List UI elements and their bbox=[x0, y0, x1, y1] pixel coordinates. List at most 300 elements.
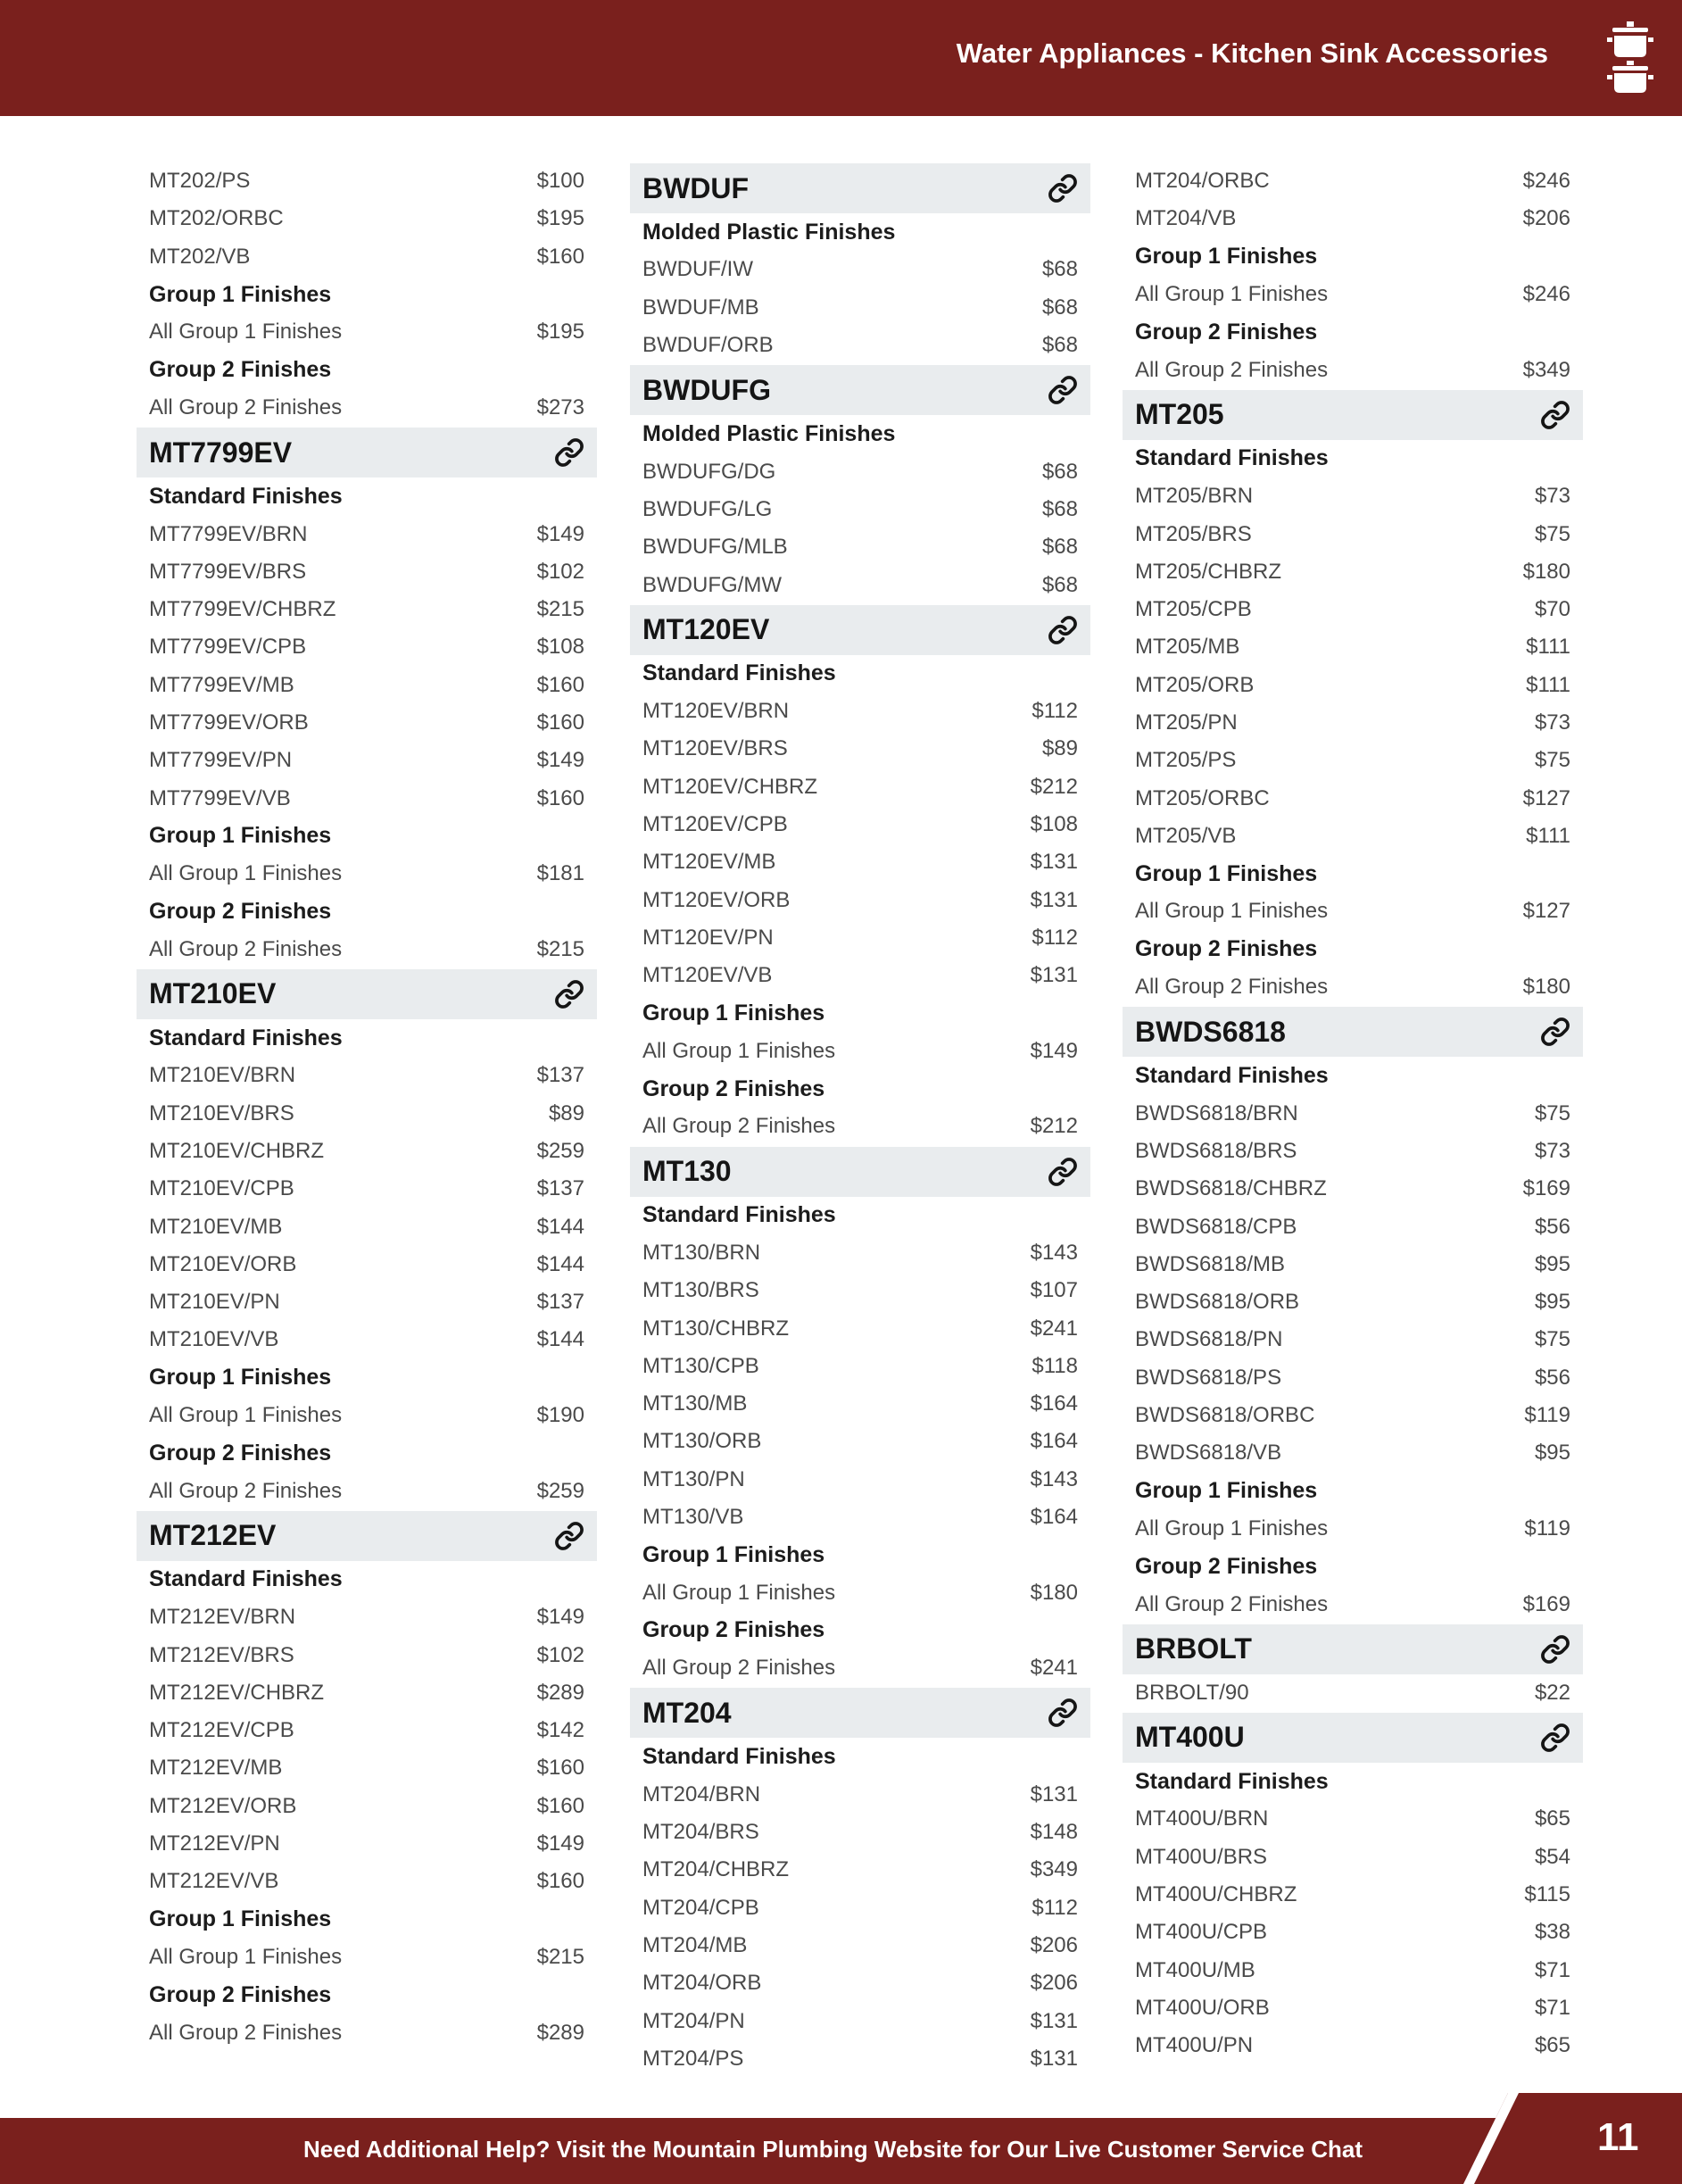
price-value: $169 bbox=[1522, 1176, 1570, 1201]
price-row bbox=[1123, 515, 1583, 552]
price-row bbox=[137, 628, 597, 666]
price-row bbox=[630, 2040, 1090, 2078]
sku-label: BWDS6818/ORB bbox=[1135, 1290, 1300, 1315]
sku-label: All Group 2 Finishes bbox=[149, 2020, 343, 2045]
product-model-name: MT7799EV bbox=[149, 436, 293, 469]
price-value: $56 bbox=[1534, 1214, 1570, 1239]
price-value: $180 bbox=[1522, 975, 1570, 1000]
sku-label: MT204/CPB bbox=[642, 1895, 759, 1920]
sku-label: MT212EV/PN bbox=[149, 1831, 280, 1856]
price-row bbox=[630, 1964, 1090, 2002]
price-row bbox=[630, 806, 1090, 843]
finish-group-label: Group 1 Finishes bbox=[642, 1000, 825, 1026]
price-value: $142 bbox=[536, 1718, 584, 1743]
price-row bbox=[137, 704, 597, 742]
price-value: $289 bbox=[536, 2020, 584, 2045]
price-row bbox=[137, 1473, 597, 1510]
sku-label: MT202/ORBC bbox=[149, 206, 284, 231]
sku-label: MT120EV/CPB bbox=[642, 812, 788, 836]
product-header-bwdufg[interactable] bbox=[630, 365, 1090, 415]
link-icon bbox=[1540, 1723, 1570, 1753]
price-value: $73 bbox=[1534, 1138, 1570, 1163]
link-icon bbox=[1048, 615, 1078, 645]
sku-label: BWDS6818/BRN bbox=[1135, 1100, 1298, 1125]
sku-label: MT210EV/CHBRZ bbox=[149, 1138, 325, 1163]
sku-label: MT400U/PN bbox=[1135, 2033, 1254, 2058]
sku-label: All Group 2 Finishes bbox=[1135, 357, 1329, 382]
sku-label: All Group 1 Finishes bbox=[1135, 899, 1329, 924]
price-row bbox=[1123, 477, 1583, 515]
finish-group-label: Standard Finishes bbox=[642, 660, 836, 686]
footer-slant-decoration bbox=[1463, 2093, 1682, 2184]
price-value: $102 bbox=[536, 1642, 584, 1667]
sku-label: All Group 1 Finishes bbox=[149, 1944, 343, 1969]
sku-label: MT130/BRS bbox=[642, 1278, 759, 1303]
sku-label: MT205/BRS bbox=[1135, 521, 1252, 546]
price-value: $144 bbox=[536, 1214, 584, 1239]
price-row bbox=[630, 1649, 1090, 1687]
price-value: $149 bbox=[1030, 1038, 1078, 1063]
price-row bbox=[137, 1397, 597, 1434]
price-value: $108 bbox=[1030, 812, 1078, 836]
price-value: $144 bbox=[536, 1251, 584, 1276]
price-row bbox=[137, 200, 597, 237]
price-value: $68 bbox=[1041, 295, 1078, 320]
price-row bbox=[1123, 1095, 1583, 1133]
sku-label: MT400U/CHBRZ bbox=[1135, 1882, 1297, 1907]
sku-label: MT205/MB bbox=[1135, 635, 1240, 660]
price-value: $127 bbox=[1522, 899, 1570, 924]
price-row bbox=[1123, 1914, 1583, 1951]
sku-label: MT7799EV/BRS bbox=[149, 559, 307, 584]
finish-group-label: Group 2 Finishes bbox=[1135, 1553, 1318, 1579]
price-row bbox=[1123, 742, 1583, 779]
finish-group-label: Group 2 Finishes bbox=[642, 1075, 825, 1101]
product-model-name: MT212EV bbox=[149, 1519, 277, 1552]
price-row bbox=[137, 515, 597, 552]
finish-group-label: Group 2 Finishes bbox=[642, 1617, 825, 1643]
sku-label: MT120EV/PN bbox=[642, 925, 774, 950]
product-header-mt120ev[interactable] bbox=[630, 605, 1090, 655]
finish-group-label: Group 2 Finishes bbox=[149, 1440, 332, 1466]
price-value: $119 bbox=[1524, 1516, 1570, 1540]
price-value: $100 bbox=[536, 169, 584, 194]
finish-group-label: Group 1 Finishes bbox=[149, 823, 332, 849]
product-header-mt400u[interactable] bbox=[1123, 1713, 1583, 1763]
price-row bbox=[1123, 1510, 1583, 1548]
sku-label: All Group 2 Finishes bbox=[642, 1656, 836, 1681]
product-header-bwds6818[interactable] bbox=[1123, 1007, 1583, 1057]
price-value: $73 bbox=[1534, 710, 1570, 735]
price-row bbox=[1123, 893, 1583, 930]
sku-label: All Group 1 Finishes bbox=[149, 861, 343, 886]
price-value: $180 bbox=[1522, 559, 1570, 584]
finish-group-label: Standard Finishes bbox=[642, 1202, 836, 1228]
price-value: $180 bbox=[1030, 1580, 1078, 1605]
price-row bbox=[1123, 1208, 1583, 1245]
price-row bbox=[1123, 628, 1583, 666]
sku-label: MT204/BRS bbox=[642, 1820, 759, 1845]
price-value: $160 bbox=[536, 1793, 584, 1818]
finish-group-label: Group 1 Finishes bbox=[149, 281, 332, 307]
product-header-mt212ev[interactable] bbox=[137, 1511, 597, 1561]
price-value: $54 bbox=[1534, 1844, 1570, 1869]
price-value: $68 bbox=[1041, 257, 1078, 282]
price-row bbox=[1123, 591, 1583, 628]
price-row bbox=[137, 1283, 597, 1321]
price-value: $289 bbox=[536, 1680, 584, 1705]
price-value: $246 bbox=[1522, 282, 1570, 307]
sku-label: MT7799EV/ORB bbox=[149, 710, 309, 735]
stacked-pots-icon bbox=[1603, 18, 1657, 98]
price-row bbox=[630, 843, 1090, 881]
sku-label: All Group 1 Finishes bbox=[1135, 282, 1329, 307]
sku-label: BRBOLT/90 bbox=[1135, 1680, 1249, 1705]
sku-label: BWDS6818/MB bbox=[1135, 1251, 1286, 1276]
sku-label: MT130/CPB bbox=[642, 1353, 759, 1378]
link-icon bbox=[1540, 400, 1570, 430]
sku-label: BWDUF/IW bbox=[642, 257, 753, 282]
sku-label: MT210EV/CPB bbox=[149, 1176, 294, 1201]
price-row bbox=[630, 1108, 1090, 1145]
price-value: $206 bbox=[1030, 1971, 1078, 1996]
price-row bbox=[1123, 1133, 1583, 1170]
price-value: $131 bbox=[1030, 2046, 1078, 2071]
price-value: $65 bbox=[1534, 1806, 1570, 1831]
product-model-name: MT130 bbox=[642, 1155, 732, 1188]
price-value: $181 bbox=[536, 861, 584, 886]
price-value: $75 bbox=[1534, 521, 1570, 546]
price-row bbox=[137, 1749, 597, 1787]
sku-label: MT120EV/MB bbox=[642, 850, 776, 875]
product-model-name: MT120EV bbox=[642, 613, 770, 646]
price-value: $131 bbox=[1030, 2008, 1078, 2033]
price-value: $149 bbox=[536, 748, 584, 773]
price-value: $149 bbox=[536, 1605, 584, 1630]
price-row bbox=[137, 1825, 597, 1863]
price-value: $65 bbox=[1534, 2033, 1570, 2058]
product-model-name: BWDUFG bbox=[642, 373, 771, 406]
sku-label: All Group 1 Finishes bbox=[149, 320, 343, 345]
link-icon bbox=[1540, 1017, 1570, 1047]
price-row bbox=[630, 1348, 1090, 1385]
sku-label: MT7799EV/CPB bbox=[149, 635, 307, 660]
price-row bbox=[1123, 162, 1583, 200]
price-value: $149 bbox=[536, 521, 584, 546]
price-value: $215 bbox=[536, 597, 584, 622]
finish-group-label: Group 1 Finishes bbox=[1135, 244, 1318, 270]
price-row bbox=[137, 931, 597, 968]
finish-group-label: Standard Finishes bbox=[149, 1025, 343, 1050]
price-value: $215 bbox=[536, 936, 584, 961]
product-model-name: BRBOLT bbox=[1135, 1632, 1252, 1665]
price-value: $259 bbox=[536, 1478, 584, 1503]
sku-label: MT400U/CPB bbox=[1135, 1920, 1268, 1945]
sku-label: MT204/VB bbox=[1135, 206, 1237, 231]
product-model-name: MT210EV bbox=[149, 977, 277, 1010]
price-value: $95 bbox=[1534, 1441, 1570, 1466]
price-row bbox=[137, 553, 597, 591]
price-row bbox=[1123, 553, 1583, 591]
price-row bbox=[137, 1636, 597, 1673]
price-row bbox=[630, 957, 1090, 994]
sku-label: MT130/BRN bbox=[642, 1240, 761, 1265]
sku-label: MT204/ORBC bbox=[1135, 169, 1270, 194]
price-value: $127 bbox=[1522, 785, 1570, 810]
price-row bbox=[1123, 1839, 1583, 1876]
sku-label: MT212EV/BRS bbox=[149, 1642, 294, 1667]
link-icon bbox=[1540, 1634, 1570, 1665]
price-row bbox=[630, 1234, 1090, 1272]
price-row bbox=[137, 1246, 597, 1283]
price-row bbox=[630, 881, 1090, 918]
finish-group-label: Standard Finishes bbox=[1135, 1768, 1329, 1794]
price-row bbox=[630, 1851, 1090, 1889]
price-value: $89 bbox=[548, 1100, 584, 1125]
price-value: $195 bbox=[536, 320, 584, 345]
finish-group-label: Group 2 Finishes bbox=[149, 898, 332, 924]
sku-label: MT204/ORB bbox=[642, 1971, 762, 1996]
price-value: $111 bbox=[1526, 823, 1570, 848]
price-value: $68 bbox=[1041, 459, 1078, 484]
page-number: 11 bbox=[1597, 2115, 1639, 2159]
sku-label: BWDUFG/MW bbox=[642, 572, 782, 597]
price-row bbox=[137, 1712, 597, 1749]
finish-group-label: Standard Finishes bbox=[1135, 1062, 1329, 1088]
sku-label: All Group 1 Finishes bbox=[149, 1403, 343, 1428]
product-model-name: BWDUF bbox=[642, 171, 750, 204]
price-row bbox=[630, 453, 1090, 490]
sku-label: All Group 2 Finishes bbox=[149, 936, 343, 961]
sku-label: BWDUF/MB bbox=[642, 295, 759, 320]
price-row bbox=[1123, 968, 1583, 1006]
price-value: $148 bbox=[1030, 1820, 1078, 1845]
sku-label: MT204/MB bbox=[642, 1933, 748, 1958]
price-row bbox=[137, 667, 597, 704]
price-row bbox=[1123, 1800, 1583, 1838]
price-value: $206 bbox=[1030, 1933, 1078, 1958]
page-header bbox=[0, 0, 1682, 116]
sku-label: BWDS6818/ORBC bbox=[1135, 1403, 1315, 1428]
sku-label: MT210EV/BRN bbox=[149, 1063, 296, 1088]
price-row bbox=[1123, 1434, 1583, 1472]
price-value: $131 bbox=[1030, 1781, 1078, 1806]
price-row bbox=[630, 1272, 1090, 1309]
sku-label: MT7799EV/MB bbox=[149, 672, 294, 697]
price-row bbox=[630, 1385, 1090, 1423]
price-value: $143 bbox=[1030, 1466, 1078, 1491]
product-header-bwduf[interactable] bbox=[630, 163, 1090, 213]
price-row bbox=[1123, 667, 1583, 704]
product-model-name: MT205 bbox=[1135, 398, 1224, 431]
link-icon bbox=[1048, 1157, 1078, 1187]
price-row bbox=[630, 289, 1090, 327]
link-icon bbox=[554, 979, 584, 1009]
price-value: $160 bbox=[536, 244, 584, 269]
price-row bbox=[137, 1863, 597, 1900]
price-value: $102 bbox=[536, 559, 584, 584]
product-header-mt130[interactable] bbox=[630, 1147, 1090, 1197]
price-value: $56 bbox=[1534, 1365, 1570, 1390]
sku-label: MT205/ORBC bbox=[1135, 785, 1270, 810]
sku-label: BWDUFG/DG bbox=[642, 459, 776, 484]
price-row bbox=[1123, 779, 1583, 817]
price-row bbox=[1123, 351, 1583, 388]
sku-label: MT212EV/CPB bbox=[149, 1718, 294, 1743]
price-value: $68 bbox=[1041, 535, 1078, 560]
sku-label: MT7799EV/VB bbox=[149, 785, 291, 810]
sku-label: MT212EV/ORB bbox=[149, 1793, 297, 1818]
price-value: $160 bbox=[536, 1756, 584, 1781]
price-value: $195 bbox=[536, 206, 584, 231]
price-row bbox=[630, 1309, 1090, 1347]
price-row bbox=[1123, 1585, 1583, 1623]
price-row bbox=[630, 251, 1090, 288]
sku-label: MT400U/ORB bbox=[1135, 1995, 1270, 2020]
sku-label: MT400U/MB bbox=[1135, 1957, 1255, 1982]
finish-group-label: Standard Finishes bbox=[1135, 445, 1329, 471]
price-value: $75 bbox=[1534, 1327, 1570, 1352]
price-value: $112 bbox=[1032, 1895, 1078, 1920]
sku-label: MT130/VB bbox=[642, 1505, 744, 1530]
sku-label: MT204/BRN bbox=[642, 1781, 761, 1806]
sku-label: MT205/CPB bbox=[1135, 597, 1252, 622]
price-row bbox=[1123, 1951, 1583, 1989]
price-row bbox=[1123, 1397, 1583, 1434]
price-value: $137 bbox=[536, 1176, 584, 1201]
product-header-mt7799ev[interactable] bbox=[137, 428, 597, 477]
price-row bbox=[630, 2002, 1090, 2039]
finish-group-label: Group 2 Finishes bbox=[149, 357, 332, 383]
sku-label: All Group 2 Finishes bbox=[149, 394, 343, 419]
price-row bbox=[137, 779, 597, 817]
sku-label: MT7799EV/BRN bbox=[149, 521, 308, 546]
price-value: $144 bbox=[536, 1327, 584, 1352]
price-value: $22 bbox=[1534, 1680, 1570, 1705]
sku-label: All Group 1 Finishes bbox=[642, 1580, 836, 1605]
price-value: $137 bbox=[536, 1290, 584, 1315]
sku-label: MT205/PN bbox=[1135, 710, 1238, 735]
page-title: Water Appliances - Kitchen Sink Accessories bbox=[956, 37, 1548, 69]
price-row bbox=[137, 1170, 597, 1208]
price-row bbox=[630, 1889, 1090, 1927]
sku-label: BWDS6818/BRS bbox=[1135, 1138, 1297, 1163]
sku-label: MT210EV/ORB bbox=[149, 1251, 297, 1276]
product-header-mt205[interactable] bbox=[1123, 390, 1583, 440]
sku-label: MT202/VB bbox=[149, 244, 251, 269]
price-row bbox=[630, 693, 1090, 730]
sku-label: All Group 1 Finishes bbox=[642, 1038, 836, 1063]
sku-label: MT205/BRN bbox=[1135, 484, 1254, 509]
price-value: $71 bbox=[1534, 1995, 1570, 2020]
sku-label: BWDS6818/PN bbox=[1135, 1327, 1283, 1352]
price-value: $259 bbox=[536, 1138, 584, 1163]
price-value: $111 bbox=[1526, 635, 1570, 660]
sku-label: MT205/ORB bbox=[1135, 672, 1255, 697]
sku-label: MT130/MB bbox=[642, 1391, 748, 1416]
price-value: $160 bbox=[536, 710, 584, 735]
price-value: $131 bbox=[1030, 963, 1078, 988]
sku-label: MT202/PS bbox=[149, 169, 251, 194]
price-row bbox=[137, 2014, 597, 2051]
product-model-name: BWDS6818 bbox=[1135, 1015, 1286, 1048]
product-model-name: MT204 bbox=[642, 1696, 732, 1729]
sku-label: MT204/CHBRZ bbox=[642, 1857, 790, 1882]
sku-label: MT120EV/VB bbox=[642, 963, 773, 988]
price-row bbox=[1123, 1674, 1583, 1712]
price-row bbox=[630, 1499, 1090, 1536]
price-value: $111 bbox=[1526, 672, 1570, 697]
price-value: $206 bbox=[1522, 206, 1570, 231]
price-row bbox=[137, 855, 597, 893]
link-icon bbox=[1048, 173, 1078, 203]
price-row bbox=[1123, 200, 1583, 237]
price-row bbox=[137, 1788, 597, 1825]
sku-label: MT7799EV/CHBRZ bbox=[149, 597, 336, 622]
price-row bbox=[630, 768, 1090, 806]
price-row bbox=[137, 238, 597, 276]
price-value: $70 bbox=[1534, 597, 1570, 622]
price-row bbox=[137, 1057, 597, 1094]
price-row bbox=[630, 919, 1090, 957]
price-value: $75 bbox=[1534, 1100, 1570, 1125]
price-row bbox=[137, 1133, 597, 1170]
sku-label: MT130/PN bbox=[642, 1466, 745, 1491]
finish-group-label: Group 1 Finishes bbox=[149, 1906, 332, 1932]
price-value: $115 bbox=[1524, 1882, 1570, 1907]
link-icon bbox=[554, 1521, 584, 1551]
price-value: $68 bbox=[1041, 496, 1078, 521]
product-header-mt210ev[interactable] bbox=[137, 969, 597, 1019]
sku-label: MT120EV/BRS bbox=[642, 736, 788, 761]
price-value: $38 bbox=[1534, 1920, 1570, 1945]
sku-label: MT7799EV/PN bbox=[149, 748, 293, 773]
price-value: $71 bbox=[1534, 1957, 1570, 1982]
sku-label: All Group 2 Finishes bbox=[149, 1478, 343, 1503]
price-row bbox=[137, 162, 597, 200]
sku-label: MT120EV/BRN bbox=[642, 699, 790, 724]
price-row bbox=[630, 1033, 1090, 1070]
price-value: $164 bbox=[1030, 1429, 1078, 1454]
link-icon bbox=[1048, 375, 1078, 405]
price-value: $169 bbox=[1522, 1591, 1570, 1616]
sku-label: MT400U/BRN bbox=[1135, 1806, 1269, 1831]
price-column-1 bbox=[137, 162, 597, 2052]
price-column-2 bbox=[630, 162, 1090, 2078]
price-value: $112 bbox=[1032, 699, 1078, 724]
sku-label: MT212EV/MB bbox=[149, 1756, 283, 1781]
price-value: $215 bbox=[536, 1944, 584, 1969]
price-value: $75 bbox=[1534, 748, 1570, 773]
price-value: $107 bbox=[1030, 1278, 1078, 1303]
sku-label: MT212EV/CHBRZ bbox=[149, 1680, 325, 1705]
price-row bbox=[137, 1599, 597, 1636]
product-header-brbolt[interactable] bbox=[1123, 1624, 1583, 1674]
sku-label: BWDUFG/LG bbox=[642, 496, 773, 521]
sku-label: MT212EV/VB bbox=[149, 1869, 279, 1894]
price-row bbox=[137, 389, 597, 427]
price-value: $212 bbox=[1030, 774, 1078, 799]
price-row bbox=[137, 313, 597, 351]
finish-group-label: Molded Plastic Finishes bbox=[642, 420, 896, 446]
price-row bbox=[137, 591, 597, 628]
product-header-mt204[interactable] bbox=[630, 1688, 1090, 1738]
price-value: $137 bbox=[536, 1063, 584, 1088]
price-value: $273 bbox=[536, 394, 584, 419]
sku-label: BWDS6818/CPB bbox=[1135, 1214, 1297, 1239]
price-value: $95 bbox=[1534, 1290, 1570, 1315]
price-row bbox=[630, 528, 1090, 566]
